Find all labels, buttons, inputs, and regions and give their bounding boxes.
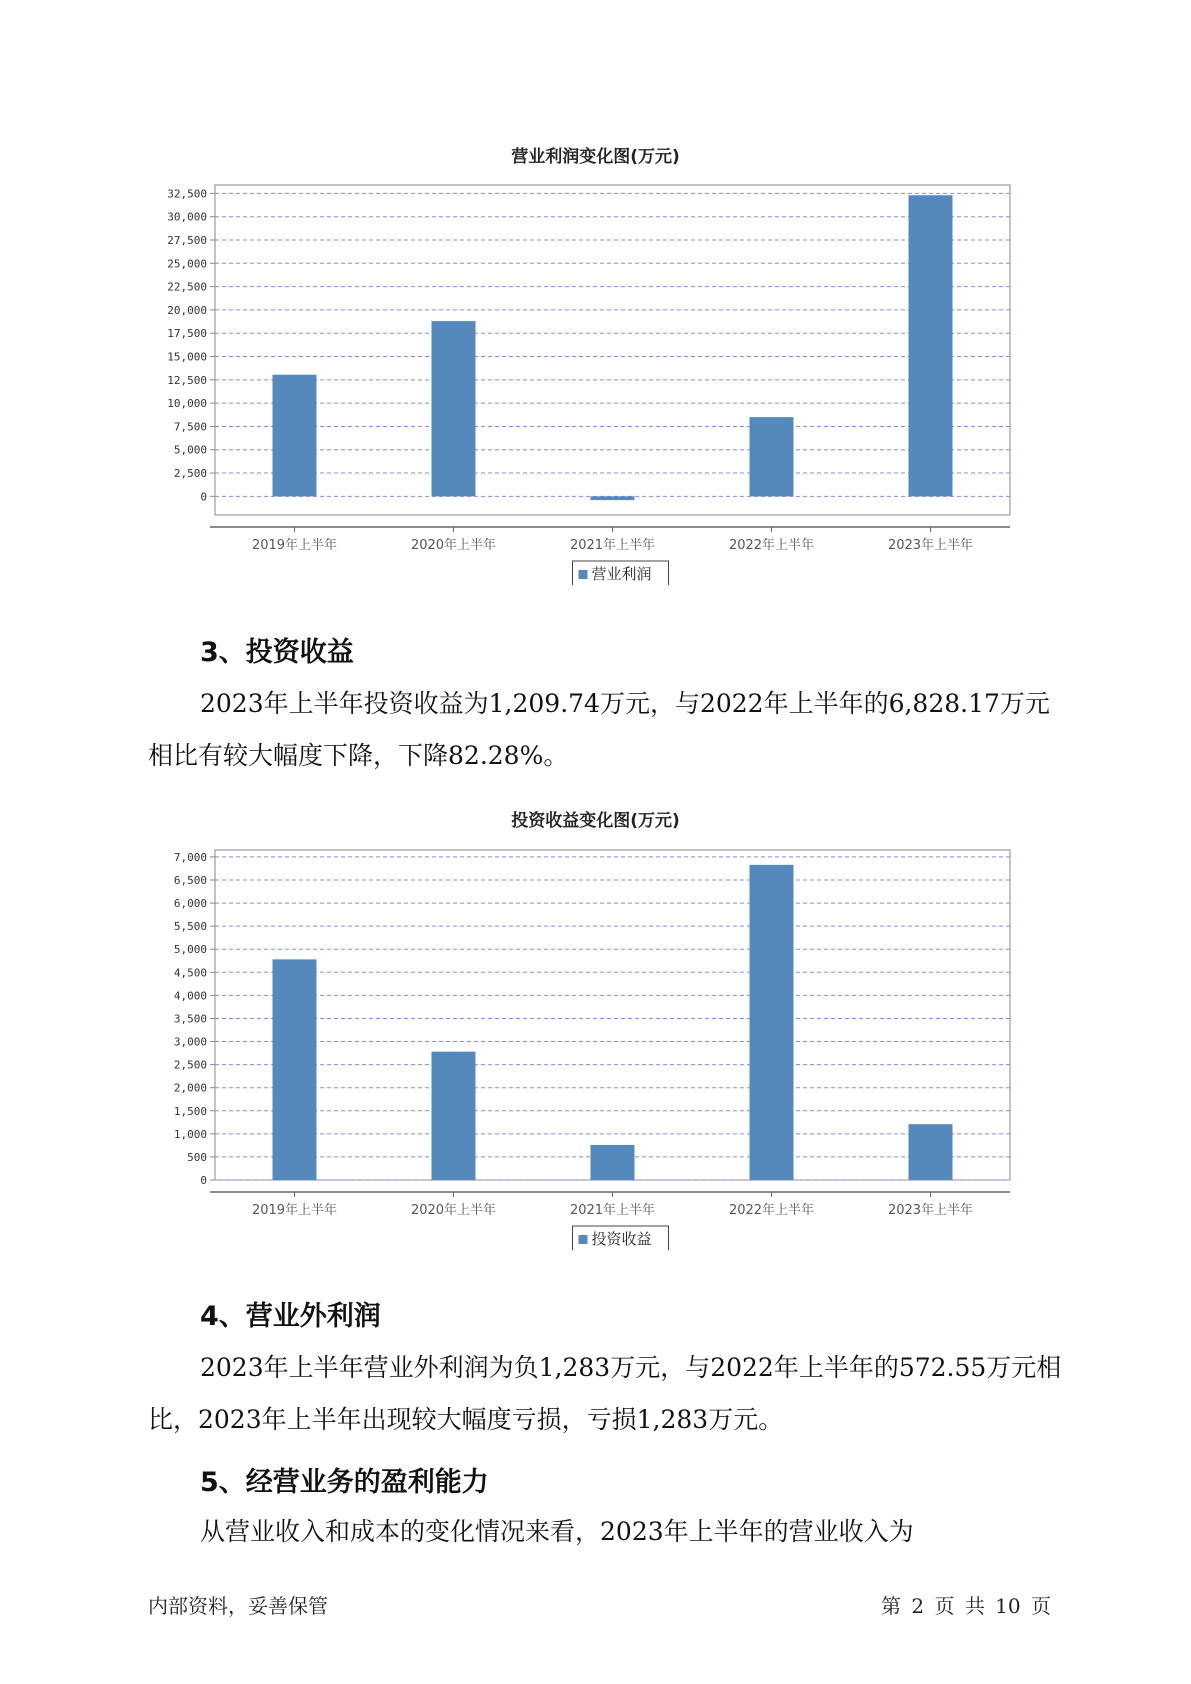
y-tick-label: 1,500 — [173, 1104, 207, 1118]
y-tick-label: 2,500 — [173, 1058, 207, 1072]
legend-swatch — [579, 570, 588, 579]
bar — [591, 496, 635, 500]
operating-profit-chart — [0, 165, 1191, 585]
y-tick-label: 7,000 — [173, 850, 207, 864]
bar — [273, 959, 317, 1180]
y-tick-label: 12,500 — [167, 373, 207, 387]
bar — [432, 1052, 476, 1180]
y-tick-label: 7,500 — [173, 420, 207, 434]
y-tick-label: 10,000 — [167, 397, 207, 411]
x-tick-label: 2019年上半年 — [251, 1203, 338, 1218]
x-tick-label: 2021年上半年 — [569, 1203, 656, 1218]
footer-confidential-note: 内部资料，妥善保管 — [148, 1594, 328, 1618]
y-tick-label: 3,000 — [173, 1035, 207, 1049]
bar — [909, 1124, 953, 1180]
bar — [750, 865, 794, 1180]
y-tick-label: 3,500 — [173, 1012, 207, 1026]
x-tick-label: 2022年上半年 — [728, 538, 815, 553]
plot-area — [215, 850, 1010, 1180]
bar — [909, 195, 953, 496]
y-tick-label: 15,000 — [167, 350, 207, 364]
y-tick-label: 27,500 — [167, 234, 207, 247]
y-tick-label: 5,500 — [173, 920, 207, 934]
bar — [750, 417, 794, 496]
footer-page-number: 第 2 页 共 10 页 — [881, 1594, 1051, 1618]
y-tick-label: 6,000 — [173, 897, 207, 911]
investment-paragraph: 2023年上半年投资收益为1,209.74万元，与2022年上半年的6,828.17万元相比有较大幅度下降，下降82.28%。 — [148, 689, 1050, 770]
y-tick-label: 4,500 — [173, 966, 207, 980]
bar — [273, 375, 317, 497]
y-tick-label: 22,500 — [167, 280, 207, 294]
y-tick-label: 2,000 — [173, 1081, 207, 1095]
bar — [432, 321, 476, 496]
x-tick-label: 2023年上半年 — [887, 538, 974, 553]
y-tick-label: 30,000 — [167, 210, 207, 224]
chart1-title: 营业利润变化图(万元) — [511, 147, 680, 167]
bar — [591, 1145, 635, 1180]
y-tick-label: 5,000 — [173, 443, 207, 457]
y-tick-label: 0 — [200, 1174, 207, 1187]
y-tick-label: 0 — [200, 490, 207, 504]
x-tick-label: 2022年上半年 — [728, 1203, 815, 1218]
x-tick-label: 2019年上半年 — [251, 538, 338, 553]
x-tick-label: 2020年上半年 — [410, 538, 497, 553]
plot-area — [215, 185, 1010, 515]
y-tick-label: 6,500 — [173, 874, 207, 887]
x-tick-label: 2020年上半年 — [410, 1203, 497, 1218]
profitability-paragraph: 从营业收入和成本的变化情况来看，2023年上半年的营业收入为 — [200, 1517, 914, 1546]
investment-heading: 3、投资收益 — [200, 637, 354, 668]
legend-label: 营业利润 — [591, 565, 652, 583]
chart2-title: 投资收益变化图(万元) — [511, 811, 680, 831]
y-tick-label: 17,500 — [167, 327, 207, 341]
y-tick-label: 2,500 — [173, 467, 207, 481]
y-tick-label: 1,000 — [173, 1127, 207, 1141]
legend-label: 投资收益 — [591, 1230, 652, 1248]
y-tick-label: 25,000 — [167, 257, 207, 271]
y-tick-label: 5,000 — [173, 943, 207, 957]
y-tick-label: 32,500 — [167, 187, 207, 201]
y-tick-label: 20,000 — [167, 303, 207, 317]
non-operating-paragraph: 2023年上半年营业外利润为负1,283万元，与2022年上半年的572.55万元相比，2023年上半年出现较大幅度亏损，亏损1,283万元。 — [148, 1353, 1062, 1434]
investment-income-chart — [0, 830, 1191, 1250]
y-tick-label: 4,000 — [173, 989, 207, 1003]
non-operating-heading: 4、营业外利润 — [200, 1301, 381, 1332]
x-tick-label: 2023年上半年 — [887, 1203, 974, 1218]
profitability-heading: 5、经营业务的盈利能力 — [200, 1467, 489, 1498]
y-tick-label: 500 — [187, 1150, 207, 1164]
x-tick-label: 2021年上半年 — [569, 538, 656, 553]
legend-swatch — [579, 1235, 588, 1244]
